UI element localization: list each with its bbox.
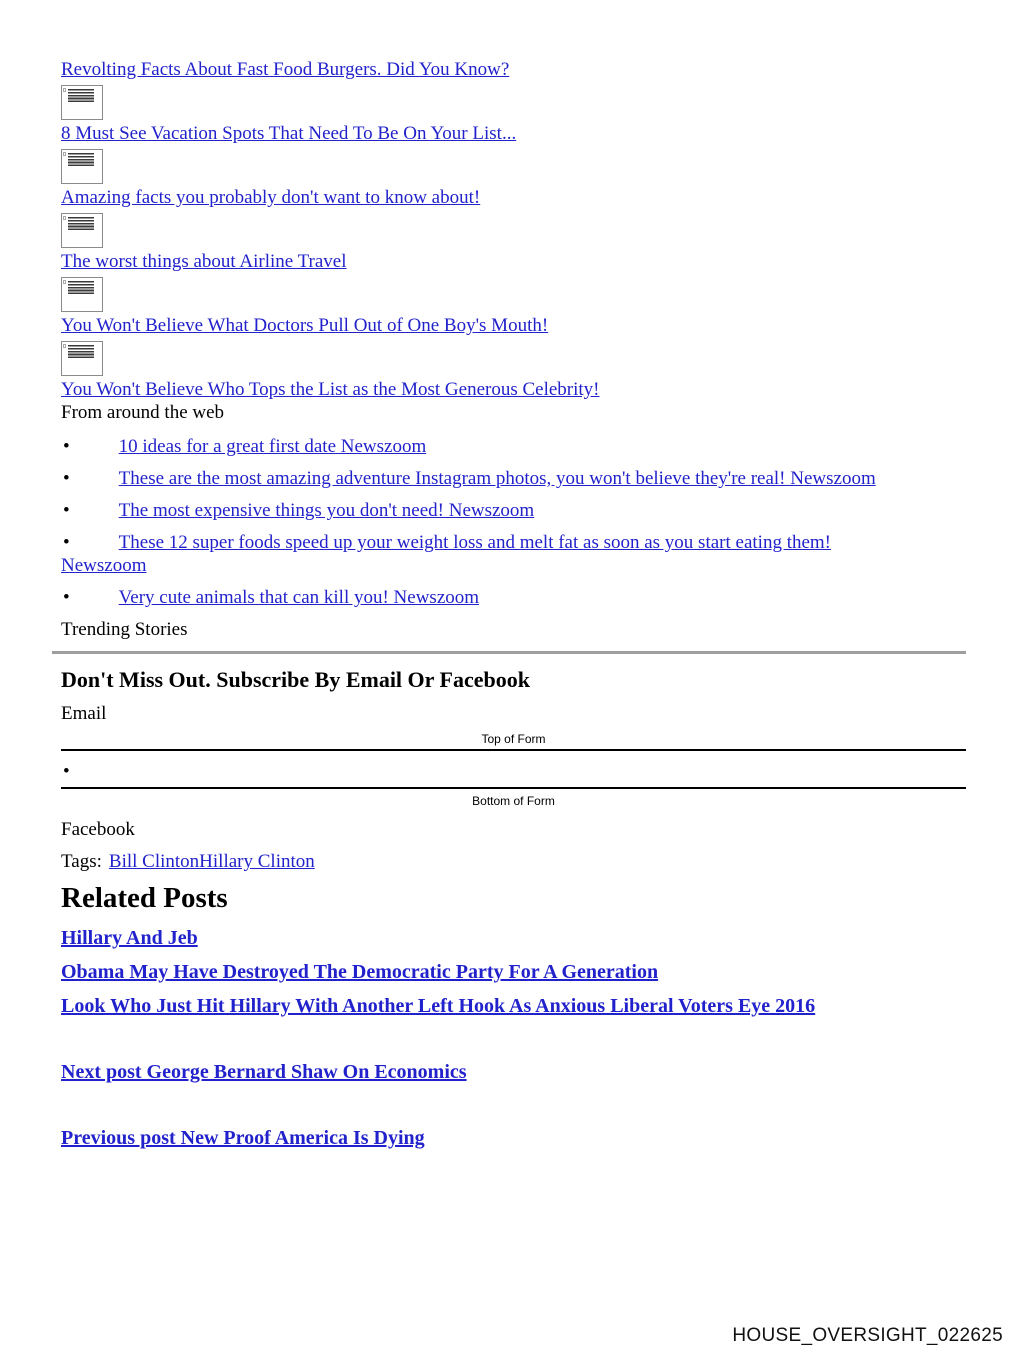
- previous-post-link[interactable]: Previous post New Proof America Is Dying: [61, 1127, 425, 1149]
- broken-image-icon: [63, 216, 66, 220]
- bullet-marker: •: [63, 532, 70, 553]
- related-link-obama-democratic-party[interactable]: Obama May Have Destroyed The Democratic Party For A Generation: [61, 961, 659, 983]
- around-web-link-expensive-things[interactable]: The most expensive things you don't need! Newszoom: [118, 500, 535, 521]
- list-item: [61, 467, 966, 490]
- article-link-generous-celebrity[interactable]: You Won't Believe Who Tops the List as the Most Generous Celebrity!: [61, 379, 600, 400]
- from-around-the-web-heading: From around the web: [61, 402, 225, 423]
- around-web-link-first-date[interactable]: 10 ideas for a great first date Newszoom: [118, 436, 427, 457]
- around-web-link-super-foods[interactable]: These 12 super foods speed up your weight loss and melt fat as soon as you start eating them! Newszoom: [61, 532, 832, 576]
- alt-text-noise: [68, 153, 94, 166]
- tags-line: [61, 850, 966, 873]
- around-web-link-instagram-photos[interactable]: These are the most amazing adventure Instagram photos, you won't believe they're real! Newszoom: [118, 468, 876, 489]
- broken-image-thumbnail[interactable]: [61, 213, 103, 248]
- facebook-label: Facebook: [61, 819, 135, 840]
- article-link-doctors-mouth[interactable]: You Won't Believe What Doctors Pull Out of One Boy's Mouth!: [61, 315, 549, 336]
- broken-image-icon: [63, 280, 66, 284]
- bottom-of-form-label: Bottom of Form: [61, 787, 966, 808]
- bullet-marker: •: [63, 436, 70, 457]
- broken-image-icon: [63, 344, 66, 348]
- bullet-marker: •: [63, 468, 70, 489]
- alt-text-noise: [68, 217, 94, 230]
- broken-image-thumbnail[interactable]: [61, 85, 103, 120]
- article-link-fast-food[interactable]: Revolting Facts About Fast Food Burgers. Did You Know?: [61, 59, 510, 80]
- subscribe-heading: Don't Miss Out. Subscribe By Email Or Facebook: [61, 667, 530, 692]
- list-item: [61, 586, 966, 609]
- page-content: [61, 58, 966, 1150]
- article-link-amazing-facts[interactable]: Amazing facts you probably don't want to know about!: [61, 187, 481, 208]
- bullet-marker: •: [63, 500, 70, 521]
- related-link-left-hook-2016[interactable]: Look Who Just Hit Hillary With Another Left Hook As Anxious Liberal Voters Eye 2016: [61, 995, 816, 1017]
- top-of-form-label: Top of Form: [61, 732, 966, 751]
- broken-image-thumbnail[interactable]: [61, 149, 103, 184]
- tag-link-hillary-clinton[interactable]: Hillary Clinton: [199, 851, 315, 872]
- article-link-vacation-spots[interactable]: 8 Must See Vacation Spots That Need To Be On Your List...: [61, 123, 517, 144]
- alt-text-noise: [68, 345, 94, 358]
- broken-image-icon: [63, 152, 66, 156]
- list-item: [61, 531, 966, 577]
- list-item: [61, 499, 966, 522]
- broken-image-icon: [63, 88, 66, 92]
- next-post-link[interactable]: Next post George Bernard Shaw On Economics: [61, 1061, 467, 1083]
- alt-text-noise: [68, 281, 94, 294]
- list-item: [61, 435, 966, 458]
- section-divider: [52, 651, 966, 654]
- alt-text-noise: [68, 89, 94, 102]
- article-link-airline-travel[interactable]: The worst things about Airline Travel: [61, 251, 347, 272]
- broken-image-thumbnail[interactable]: [61, 341, 103, 376]
- email-label: Email: [61, 703, 107, 724]
- bullet-marker: •: [63, 587, 70, 608]
- broken-image-thumbnail[interactable]: [61, 277, 103, 312]
- around-web-link-cute-animals[interactable]: Very cute animals that can kill you! Newszoom: [118, 587, 480, 608]
- tags-label: Tags:: [61, 851, 102, 872]
- bates-number: HOUSE_OVERSIGHT_022625: [732, 1325, 1003, 1346]
- related-posts-heading: Related Posts: [61, 882, 228, 914]
- form-bullet-marker: •: [63, 761, 70, 782]
- tag-link-bill-clinton[interactable]: Bill Clinton: [108, 851, 200, 872]
- around-web-list: [61, 435, 966, 609]
- trending-stories-label: Trending Stories: [61, 619, 188, 640]
- related-link-hillary-and-jeb[interactable]: Hillary And Jeb: [61, 927, 198, 949]
